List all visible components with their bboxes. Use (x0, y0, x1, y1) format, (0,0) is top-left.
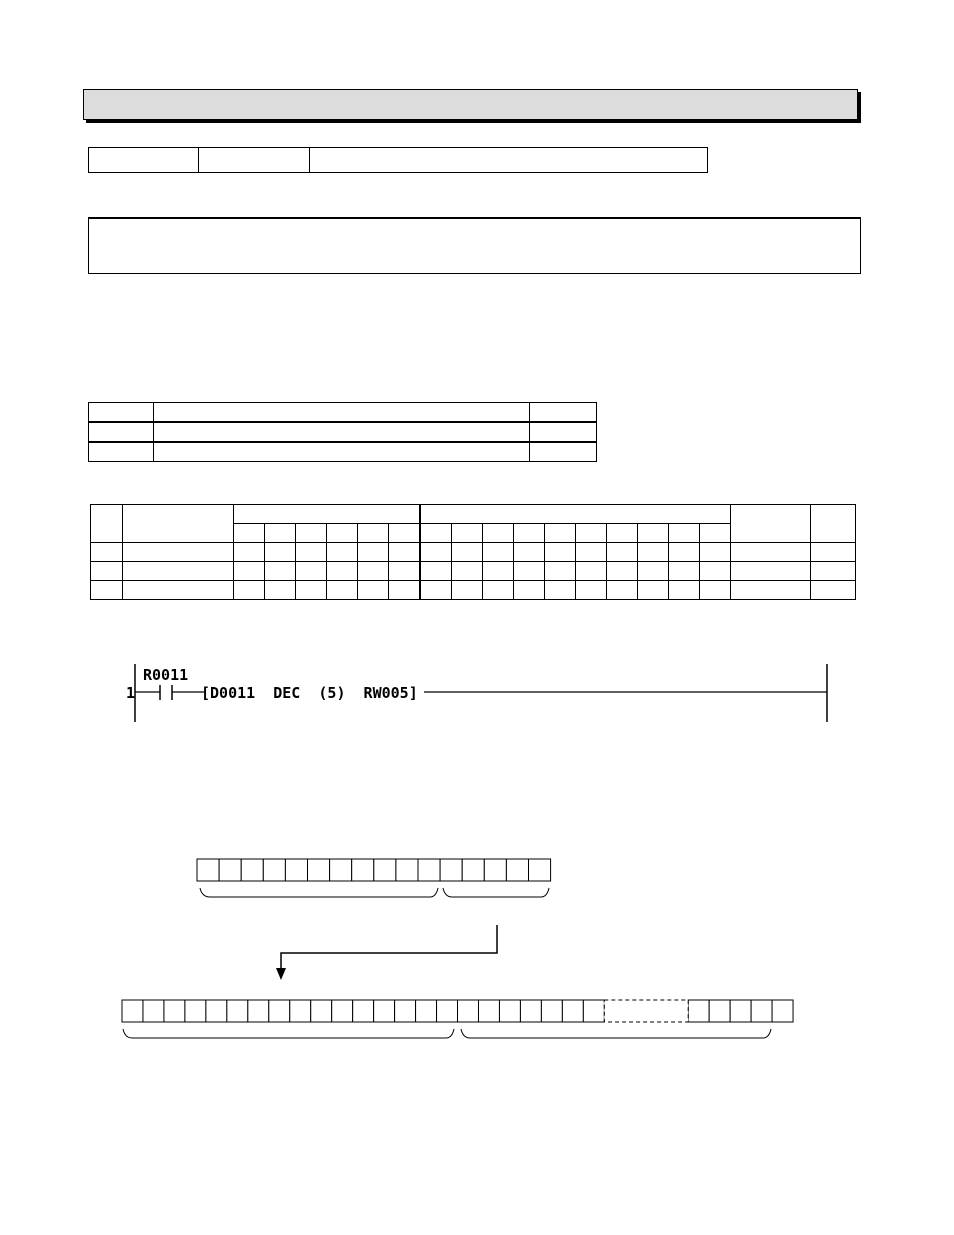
bit-cell (227, 1000, 248, 1022)
bit-cell (506, 859, 528, 881)
bit-cell (374, 1000, 395, 1022)
brace-upper-dest (123, 1029, 454, 1038)
bit-cell (499, 1000, 520, 1022)
brace-lower-dest (461, 1029, 771, 1038)
transfer-arrow-head (276, 968, 286, 980)
bit-cell (308, 859, 330, 881)
bit-cell (311, 1000, 332, 1022)
bit-cell (688, 1000, 709, 1022)
bit-cell (122, 1000, 143, 1022)
source-register (197, 859, 551, 881)
bit-cell (529, 859, 551, 881)
bit-cell (143, 1000, 164, 1022)
dashed-bit-range (604, 1000, 688, 1022)
bit-cell (396, 859, 418, 881)
brace-upper-source (200, 888, 438, 897)
bit-cell (290, 1000, 311, 1022)
contact-label: R0011 (143, 666, 189, 684)
bit-cell (458, 1000, 479, 1022)
bit-cell (541, 1000, 562, 1022)
bit-cell (416, 1000, 437, 1022)
bit-cell (478, 1000, 499, 1022)
bit-cell (263, 859, 285, 881)
bit-cell (241, 859, 263, 881)
bit-cell (185, 1000, 206, 1022)
bit-cell (484, 859, 506, 881)
bit-cell (418, 859, 440, 881)
bit-cell (330, 859, 352, 881)
bit-cell (562, 1000, 583, 1022)
bit-cell (583, 1000, 604, 1022)
bit-cell (206, 1000, 227, 1022)
rung-number: 1 (126, 684, 136, 702)
bit-cell (520, 1000, 541, 1022)
bit-cell (352, 859, 374, 881)
bit-cell (374, 859, 396, 881)
bit-cell (440, 859, 462, 881)
brace-lower-source (443, 888, 549, 897)
bit-cell (164, 1000, 185, 1022)
bit-cell (353, 1000, 374, 1022)
bit-cell (751, 1000, 772, 1022)
bit-cell (219, 859, 241, 881)
bit-cell (772, 1000, 793, 1022)
bit-cell (248, 1000, 269, 1022)
transfer-arrow-line (281, 925, 497, 970)
bit-cell (395, 1000, 416, 1022)
bit-cell (462, 859, 484, 881)
bit-cell (709, 1000, 730, 1022)
destination-register (122, 1000, 793, 1022)
bit-cell (197, 859, 219, 881)
instruction-box: [D0011 DEC (5) RW005] (201, 684, 418, 702)
bit-cell (730, 1000, 751, 1022)
bit-cell (269, 1000, 290, 1022)
bit-cell (332, 1000, 353, 1022)
bit-cell (437, 1000, 458, 1022)
bit-cell (285, 859, 307, 881)
